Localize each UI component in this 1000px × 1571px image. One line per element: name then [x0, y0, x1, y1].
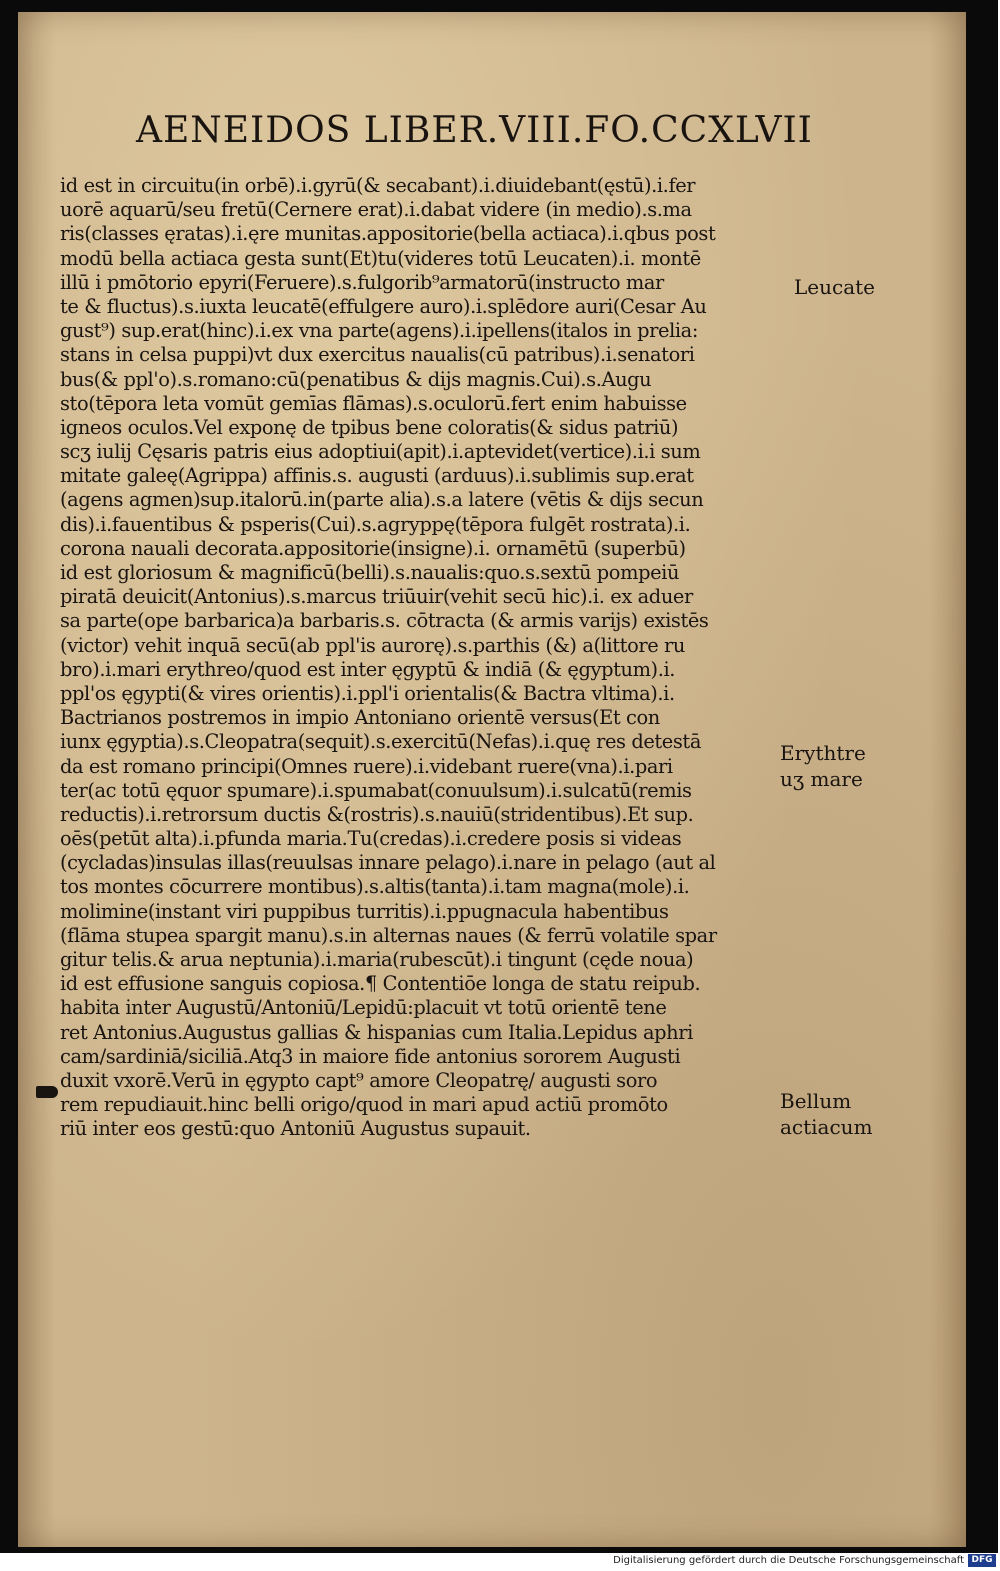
text-line: oēs(petūt alta).i.pfunda maria.Tu(credas).i.credere posis si videas [60, 827, 682, 851]
margin-note-leucate [794, 274, 886, 300]
margin-note-line: actiacum [780, 1115, 873, 1139]
text-line: piratā deuicit(Antonius).s.marcus triūuir(vehit secū hic).i. ex aduer [60, 585, 693, 609]
margin-note-line: Leucate [794, 275, 875, 299]
text-line: reductis).i.retrorsum ductis &(rostris).s.nauiū(stridentibus).Et sup. [60, 802, 694, 826]
text-line: dis).i.fauentibus & psperis(Cui).s.agryppę(tēpora fulgēt rostrata).i. [60, 512, 691, 536]
text-line: habita inter Augustū/Antoniū/Lepidū:placuit vt totū orientē tene [60, 996, 667, 1020]
text-line: sto(tēpora leta vomūt gemīas flāmas).s.oculorū.fert enim habuisse [60, 391, 687, 415]
text-line: ret Antonius.Augustus gallias & hispanias cum Italia.Lepidus aphri [60, 1020, 693, 1044]
text-line: scʒ iulij Cęsaris patris eius adoptiui(apit).i.aptevidet(vertice).i.i sum [60, 440, 701, 464]
text-line: id est in circuitu(in orbē).i.gyrū(& secabant).i.diuidebant(ęstū).i.fer [60, 174, 696, 197]
margin-note-erythreum [780, 740, 872, 792]
dfg-logo: DFG [968, 1554, 996, 1567]
text-line: bro).i.mari erythreo/quod est inter ęgyptū & indiā (& ęgyptum).i. [60, 657, 676, 681]
text-line: gust⁹) sup.erat(hinc).i.ex vna parte(agens).i.ipellens(italos in prelia: [60, 319, 698, 343]
text-line: ppl'os ęgypti(& vires orientis).i.ppl'i orientalis(& Bactra vltima).i. [60, 681, 675, 705]
text-line: tos montes cōcurrere montibus).s.altis(tanta).i.tam magna(mole).i. [60, 875, 690, 899]
margin-note-bellum-actiacum [780, 1088, 872, 1140]
text-line: ter(ac totū ęquor spumare).i.spumabat(conuulsum).i.sulcatū(remis [60, 778, 692, 802]
text-line: molimine(instant viri puppibus turritis).i.ppugnacula habentibus [60, 899, 669, 923]
text-line: ris(classes ęratas).i.ęre munitas.appositorie(bella actiaca).i.qbus post [60, 222, 716, 246]
text-line: duxit vxorē.Verū in ęgypto capt⁹ amore Cleopatrę/ augusti soro [60, 1068, 658, 1092]
text-line: (cycladas)insulas illas(reuulsas innare pelago).i.nare in pelago (aut al [60, 851, 716, 875]
text-line: id est gloriosum & magnificū(belli).s.naualis:quo.s.sextū pompeiū [60, 561, 680, 584]
book-page [18, 12, 966, 1547]
text-line: igneos oculos.Vel exponę de tpibus bene coloratis(& sidus patriū) [60, 415, 679, 439]
text-line: id est effusione sanguis copiosa.¶ Contentiōe longa de statu reipub. [60, 972, 701, 996]
text-line: iunx ęgyptia).s.Cleopatra(sequit).s.exercitū(Nefas).i.quę res detestā [60, 730, 701, 754]
text-line: (agens agmen)sup.italorū.in(parte alia).s.a latere (vētis & dijs secun [60, 488, 704, 512]
text-line: corona nauali decorata.appositorie(insigne).i. ornamētū (superbū) [60, 536, 686, 560]
running-header: AENEIDOS LIBER.VIII.FO.CCXLVII [136, 110, 813, 151]
text-line: cam/sardiniā/siciliā.Atq3 in maiore fide antonius sororem Augusti [60, 1044, 681, 1068]
margin-note-line: Bellum [780, 1089, 852, 1113]
text-line: te & fluctus).s.iuxta leucatē(effulgere auro).i.splēdore auri(Cesar Au [60, 294, 707, 318]
commentary-text [60, 174, 780, 1142]
text-line: rem repudiauit.hinc belli origo/quod in mari apud actiū promōto [60, 1093, 668, 1117]
text-line: uorē aquarū/seu fretū(Cernere erat).i.dabat videre (in medio).s.ma [60, 198, 692, 222]
text-line: riū inter eos gestū:quo Antoniū Augustus supauit. [60, 1117, 531, 1141]
text-line: Bactrianos postremos in impio Antoniano orientē versus(Et con [60, 706, 660, 730]
text-line: bus(& ppl'o).s.romano:cū(penatibus & dijs magnis.Cui).s.Augu [60, 367, 652, 391]
text-line: (flāma stupea spargit manu).s.in alternas naues (& ferrū volatile spar [60, 923, 717, 947]
text-line: da est romano principi(Omnes ruere).i.videbant ruere(vna).i.pari [60, 754, 673, 778]
funding-notice: Digitalisierung gefördert durch die Deutsche Forschungsgemeinschaft [613, 1555, 964, 1566]
manicule-mark [36, 1086, 58, 1098]
text-line: gitur telis.& arua neptunia).i.maria(rubescūt).i tingunt (cęde noua) [60, 948, 694, 971]
margin-note-line: Erythtre [780, 741, 866, 765]
text-line: modū bella actiaca gesta sunt(Et)tu(videres totū Leucaten).i. montē [60, 246, 701, 270]
text-line: mitate galeę(Agrippa) affinis.s. augusti (arduus).i.sublimis sup.erat [60, 464, 694, 488]
text-line: (victor) vehit inquā secū(ab ppl'is aurorę).s.parthis (&) a(littore ru [60, 633, 686, 657]
margin-note-line: uʒ mare [780, 767, 863, 791]
text-line: stans in celsa puppi)vt dux exercitus naualis(cū patribus).i.senatori [60, 343, 695, 367]
text-line: sa parte(ope barbarica)a barbaris.s. cōtracta (& armis varijs) existēs [60, 609, 709, 633]
text-line: illū i pmōtorio epyri(Feruere).s.fulgorib⁹armatorū(instructo mar [60, 270, 664, 294]
